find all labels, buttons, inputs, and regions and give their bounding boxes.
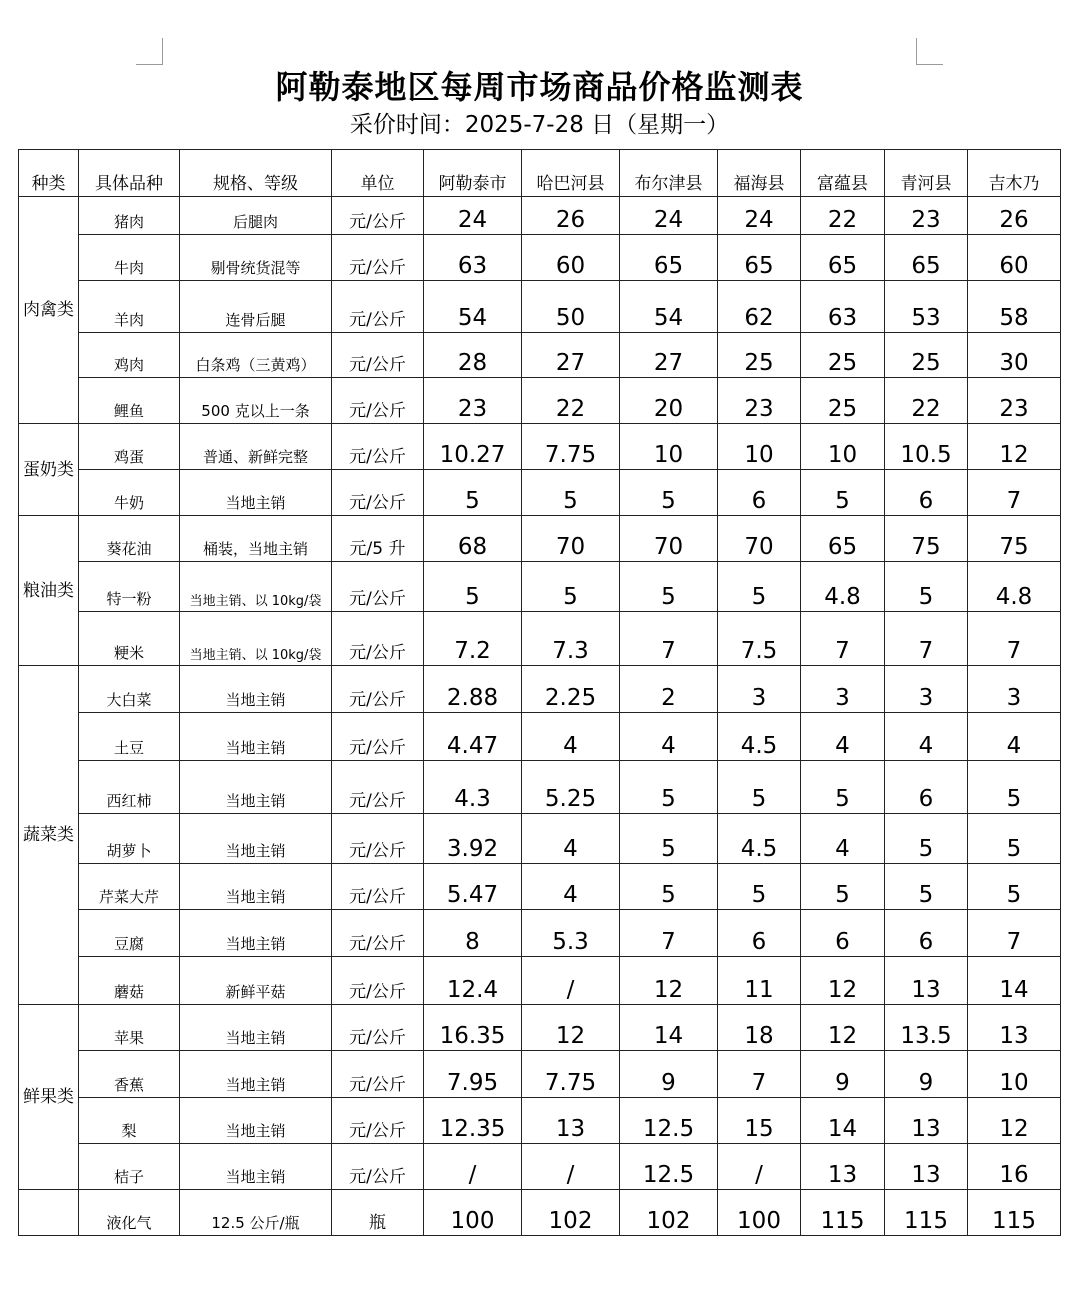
price-cell: 6 <box>718 910 801 957</box>
price-cell: 16 <box>968 1144 1061 1190</box>
item-name: 豆腐 <box>79 910 180 957</box>
item-unit: 元/公斤 <box>332 1144 424 1190</box>
price-cell: 4 <box>522 814 620 864</box>
price-cell: 11 <box>718 957 801 1005</box>
item-name: 鲤鱼 <box>79 378 180 424</box>
price-cell: 3 <box>801 666 885 713</box>
price-cell: 13 <box>522 1098 620 1144</box>
price-cell: 5 <box>424 562 522 612</box>
price-cell: 7 <box>968 612 1061 666</box>
item-spec: 当地主销 <box>180 910 332 957</box>
price-cell: 58 <box>968 281 1061 333</box>
price-cell: 102 <box>620 1190 718 1236</box>
item-unit: 元/公斤 <box>332 470 424 516</box>
header-habahe: 哈巴河县 <box>522 150 620 197</box>
item-spec: 当地主销 <box>180 1051 332 1098</box>
price-cell: 10.27 <box>424 424 522 470</box>
price-cell: 12.35 <box>424 1098 522 1144</box>
item-spec: 当地主销 <box>180 864 332 910</box>
item-unit: 元/5 升 <box>332 516 424 562</box>
table-row <box>19 957 1061 1005</box>
price-cell: 70 <box>718 516 801 562</box>
item-spec: 12.5 公斤/瓶 <box>180 1190 332 1236</box>
category-cell: 肉禽类 <box>19 197 79 424</box>
table-row <box>19 864 1061 910</box>
table-row <box>19 814 1061 864</box>
price-cell: 23 <box>424 378 522 424</box>
item-name: 牛奶 <box>79 470 180 516</box>
price-cell: 5 <box>885 814 968 864</box>
item-spec: 当地主销 <box>180 1144 332 1190</box>
price-cell: 18 <box>718 1005 801 1051</box>
category-cell <box>19 1190 79 1236</box>
price-cell: 5 <box>620 864 718 910</box>
item-spec: 当地主销 <box>180 666 332 713</box>
item-unit: 元/公斤 <box>332 424 424 470</box>
header-row <box>19 150 1061 197</box>
item-unit: 元/公斤 <box>332 378 424 424</box>
price-cell: 7.5 <box>718 612 801 666</box>
price-cell: 102 <box>522 1190 620 1236</box>
item-spec: 当地主销 <box>180 470 332 516</box>
item-name: 梨 <box>79 1098 180 1144</box>
price-cell: 6 <box>801 910 885 957</box>
price-cell: 5 <box>620 562 718 612</box>
price-cell: 53 <box>885 281 968 333</box>
price-cell: 5.3 <box>522 910 620 957</box>
header-fuhai: 福海县 <box>718 150 801 197</box>
table-row <box>19 470 1061 516</box>
item-unit: 元/公斤 <box>332 235 424 281</box>
price-cell: 27 <box>620 333 718 378</box>
price-cell: 10 <box>801 424 885 470</box>
price-cell: 4 <box>620 713 718 761</box>
price-cell: 22 <box>885 378 968 424</box>
price-cell: 100 <box>424 1190 522 1236</box>
price-cell: 26 <box>522 197 620 235</box>
price-cell: 5 <box>801 761 885 814</box>
price-cell: 4.3 <box>424 761 522 814</box>
price-cell: 60 <box>968 235 1061 281</box>
price-cell: 7 <box>968 470 1061 516</box>
item-spec: 当地主销、以 10kg/袋 <box>180 612 332 666</box>
price-cell: 13 <box>801 1144 885 1190</box>
price-cell: 5 <box>801 864 885 910</box>
price-cell: 70 <box>522 516 620 562</box>
price-cell: 8 <box>424 910 522 957</box>
price-cell: 13 <box>885 957 968 1005</box>
header-category: 种类 <box>19 150 79 197</box>
price-cell: 65 <box>718 235 801 281</box>
price-cell: 4 <box>885 713 968 761</box>
item-spec: 桶装，当地主销 <box>180 516 332 562</box>
price-cell: 10 <box>620 424 718 470</box>
price-cell: 25 <box>718 333 801 378</box>
price-cell: 7.2 <box>424 612 522 666</box>
table-row <box>19 378 1061 424</box>
price-cell: 15 <box>718 1098 801 1144</box>
price-table <box>18 149 1061 1236</box>
page-corner-mark-left <box>136 38 163 65</box>
price-cell: 5 <box>620 761 718 814</box>
price-cell: 3.92 <box>424 814 522 864</box>
item-name: 液化气 <box>79 1190 180 1236</box>
price-cell: 68 <box>424 516 522 562</box>
price-cell: 7 <box>801 612 885 666</box>
header-fuyun: 富蕴县 <box>801 150 885 197</box>
survey-date: 采价时间：2025-7-28 日（星期一） <box>349 112 730 138</box>
item-unit: 元/公斤 <box>332 562 424 612</box>
price-cell: 65 <box>801 235 885 281</box>
item-name: 蘑菇 <box>79 957 180 1005</box>
price-cell: 6 <box>885 910 968 957</box>
price-cell: 12 <box>801 957 885 1005</box>
price-cell: 62 <box>718 281 801 333</box>
price-cell: / <box>522 1144 620 1190</box>
header-item: 具体品种 <box>79 150 180 197</box>
table-row <box>19 1005 1061 1051</box>
price-cell: 4 <box>801 814 885 864</box>
item-spec: 新鲜平菇 <box>180 957 332 1005</box>
price-cell: 20 <box>620 378 718 424</box>
price-cell: 2.88 <box>424 666 522 713</box>
price-cell: 24 <box>424 197 522 235</box>
price-cell: / <box>522 957 620 1005</box>
item-unit: 元/公斤 <box>332 333 424 378</box>
price-cell: 4.8 <box>801 562 885 612</box>
price-cell: 22 <box>801 197 885 235</box>
price-cell: 3 <box>718 666 801 713</box>
price-cell: 5 <box>522 470 620 516</box>
price-cell: 13 <box>885 1098 968 1144</box>
item-name: 大白菜 <box>79 666 180 713</box>
price-cell: 23 <box>885 197 968 235</box>
table-row <box>19 197 1061 235</box>
price-cell: 5 <box>885 864 968 910</box>
price-cell: 13 <box>968 1005 1061 1051</box>
price-cell: 2 <box>620 666 718 713</box>
price-cell: 7.75 <box>522 1051 620 1098</box>
price-cell: 7 <box>718 1051 801 1098</box>
price-cell: 70 <box>620 516 718 562</box>
price-cell: 12.5 <box>620 1098 718 1144</box>
category-cell: 粮油类 <box>19 516 79 666</box>
price-cell: 4.47 <box>424 713 522 761</box>
price-cell: 4 <box>522 864 620 910</box>
price-cell: 25 <box>885 333 968 378</box>
price-cell: 27 <box>522 333 620 378</box>
price-cell: 23 <box>968 378 1061 424</box>
item-unit: 元/公斤 <box>332 281 424 333</box>
item-name: 猪肉 <box>79 197 180 235</box>
price-cell: 5 <box>718 864 801 910</box>
price-cell: 10.5 <box>885 424 968 470</box>
price-cell: 54 <box>424 281 522 333</box>
price-cell: 25 <box>801 378 885 424</box>
price-cell: 65 <box>620 235 718 281</box>
item-unit: 元/公斤 <box>332 1051 424 1098</box>
item-unit: 元/公斤 <box>332 612 424 666</box>
price-cell: 12 <box>968 424 1061 470</box>
header-spec: 规格、等级 <box>180 150 332 197</box>
price-cell: 25 <box>801 333 885 378</box>
table-row <box>19 516 1061 562</box>
price-cell: 4 <box>801 713 885 761</box>
item-name: 羊肉 <box>79 281 180 333</box>
header-jeminay: 吉木乃 <box>968 150 1061 197</box>
price-cell: 3 <box>885 666 968 713</box>
price-cell: 13.5 <box>885 1005 968 1051</box>
price-cell: 5 <box>718 761 801 814</box>
price-cell: 12 <box>968 1098 1061 1144</box>
table-row <box>19 666 1061 713</box>
price-cell: 7.95 <box>424 1051 522 1098</box>
price-cell: 24 <box>718 197 801 235</box>
item-name: 香蕉 <box>79 1051 180 1098</box>
price-cell: 9 <box>620 1051 718 1098</box>
price-cell: 5 <box>522 562 620 612</box>
table-row <box>19 1098 1061 1144</box>
price-cell: 7.75 <box>522 424 620 470</box>
price-cell: 5 <box>718 562 801 612</box>
price-cell: 50 <box>522 281 620 333</box>
table-row <box>19 1190 1061 1236</box>
price-cell: 3 <box>968 666 1061 713</box>
table-row <box>19 235 1061 281</box>
item-spec: 普通、新鲜完整 <box>180 424 332 470</box>
price-cell: 7 <box>620 612 718 666</box>
item-name: 特一粉 <box>79 562 180 612</box>
price-cell: 12.5 <box>620 1144 718 1190</box>
header-unit: 单位 <box>332 150 424 197</box>
item-spec: 当地主销 <box>180 1098 332 1144</box>
table-row <box>19 612 1061 666</box>
table-row <box>19 562 1061 612</box>
price-cell: 30 <box>968 333 1061 378</box>
price-cell: 9 <box>801 1051 885 1098</box>
price-cell: 4.5 <box>718 814 801 864</box>
item-name: 葵花油 <box>79 516 180 562</box>
price-cell: 5.25 <box>522 761 620 814</box>
item-name: 胡萝卜 <box>79 814 180 864</box>
table-row <box>19 1144 1061 1190</box>
item-unit: 元/公斤 <box>332 713 424 761</box>
price-cell: 7.3 <box>522 612 620 666</box>
item-name: 鸡肉 <box>79 333 180 378</box>
price-cell: 115 <box>968 1190 1061 1236</box>
price-cell: 5 <box>968 864 1061 910</box>
table-row <box>19 713 1061 761</box>
price-cell: 75 <box>885 516 968 562</box>
header-qinghe: 青河县 <box>885 150 968 197</box>
price-cell: 63 <box>424 235 522 281</box>
item-name: 粳米 <box>79 612 180 666</box>
item-name: 牛肉 <box>79 235 180 281</box>
price-cell: 12 <box>801 1005 885 1051</box>
price-cell: 28 <box>424 333 522 378</box>
price-cell: 10 <box>718 424 801 470</box>
table-row <box>19 281 1061 333</box>
price-cell: / <box>718 1144 801 1190</box>
price-cell: 115 <box>801 1190 885 1236</box>
price-cell: 6 <box>885 761 968 814</box>
price-cell: 4 <box>522 713 620 761</box>
price-cell: 12 <box>620 957 718 1005</box>
table-row <box>19 424 1061 470</box>
item-unit: 元/公斤 <box>332 957 424 1005</box>
price-cell: 4.8 <box>968 562 1061 612</box>
item-unit: 元/公斤 <box>332 197 424 235</box>
category-cell: 蔬菜类 <box>19 666 79 1005</box>
item-name: 西红柿 <box>79 761 180 814</box>
item-spec: 当地主销 <box>180 1005 332 1051</box>
price-cell: 9 <box>885 1051 968 1098</box>
item-name: 鸡蛋 <box>79 424 180 470</box>
item-name: 芹菜大芹 <box>79 864 180 910</box>
item-unit: 元/公斤 <box>332 761 424 814</box>
price-cell: 12 <box>522 1005 620 1051</box>
price-cell: 115 <box>885 1190 968 1236</box>
price-cell: 12.4 <box>424 957 522 1005</box>
item-spec: 连骨后腿 <box>180 281 332 333</box>
item-name: 土豆 <box>79 713 180 761</box>
price-cell: 5 <box>424 470 522 516</box>
price-cell: 5 <box>968 814 1061 864</box>
price-cell: 26 <box>968 197 1061 235</box>
price-cell: 6 <box>885 470 968 516</box>
table-row <box>19 333 1061 378</box>
price-cell: 6 <box>718 470 801 516</box>
table-row <box>19 910 1061 957</box>
price-cell: 5 <box>885 562 968 612</box>
item-unit: 元/公斤 <box>332 814 424 864</box>
item-spec: 后腿肉 <box>180 197 332 235</box>
item-unit: 元/公斤 <box>332 1098 424 1144</box>
price-cell: 14 <box>801 1098 885 1144</box>
page-corner-mark-right <box>916 38 943 65</box>
item-spec: 500 克以上一条 <box>180 378 332 424</box>
price-cell: 65 <box>801 516 885 562</box>
price-cell: 5 <box>620 470 718 516</box>
item-unit: 元/公斤 <box>332 1005 424 1051</box>
item-unit: 瓶 <box>332 1190 424 1236</box>
price-cell: 5.47 <box>424 864 522 910</box>
item-spec: 当地主销 <box>180 761 332 814</box>
price-cell: 14 <box>620 1005 718 1051</box>
price-cell: 14 <box>968 957 1061 1005</box>
price-cell: 2.25 <box>522 666 620 713</box>
price-cell: 4.5 <box>718 713 801 761</box>
item-name: 桔子 <box>79 1144 180 1190</box>
item-unit: 元/公斤 <box>332 910 424 957</box>
price-cell: 10 <box>968 1051 1061 1098</box>
item-spec: 当地主销、以 10kg/袋 <box>180 562 332 612</box>
item-spec: 当地主销 <box>180 814 332 864</box>
price-cell: 75 <box>968 516 1061 562</box>
price-cell: 60 <box>522 235 620 281</box>
price-cell: 7 <box>968 910 1061 957</box>
price-cell: 5 <box>620 814 718 864</box>
item-name: 苹果 <box>79 1005 180 1051</box>
table-row <box>19 1051 1061 1098</box>
item-spec: 当地主销 <box>180 713 332 761</box>
price-cell: 5 <box>968 761 1061 814</box>
price-cell: 7 <box>620 910 718 957</box>
price-cell: 23 <box>718 378 801 424</box>
page-title: 阿勒泰地区每周市场商品价格监测表 <box>275 68 804 106</box>
header-burqin: 布尔津县 <box>620 150 718 197</box>
price-cell: 16.35 <box>424 1005 522 1051</box>
item-spec: 剔骨统货混等 <box>180 235 332 281</box>
price-cell: 54 <box>620 281 718 333</box>
price-cell: 4 <box>968 713 1061 761</box>
price-cell: 100 <box>718 1190 801 1236</box>
price-cell: / <box>424 1144 522 1190</box>
price-cell: 13 <box>885 1144 968 1190</box>
price-cell: 22 <box>522 378 620 424</box>
item-spec: 白条鸡（三黄鸡） <box>180 333 332 378</box>
price-cell: 24 <box>620 197 718 235</box>
category-cell: 蛋奶类 <box>19 424 79 516</box>
header-altay-city: 阿勒泰市 <box>424 150 522 197</box>
price-cell: 7 <box>885 612 968 666</box>
item-unit: 元/公斤 <box>332 864 424 910</box>
table-row <box>19 761 1061 814</box>
price-cell: 65 <box>885 235 968 281</box>
price-cell: 5 <box>801 470 885 516</box>
category-cell: 鲜果类 <box>19 1005 79 1190</box>
price-cell: 63 <box>801 281 885 333</box>
item-unit: 元/公斤 <box>332 666 424 713</box>
